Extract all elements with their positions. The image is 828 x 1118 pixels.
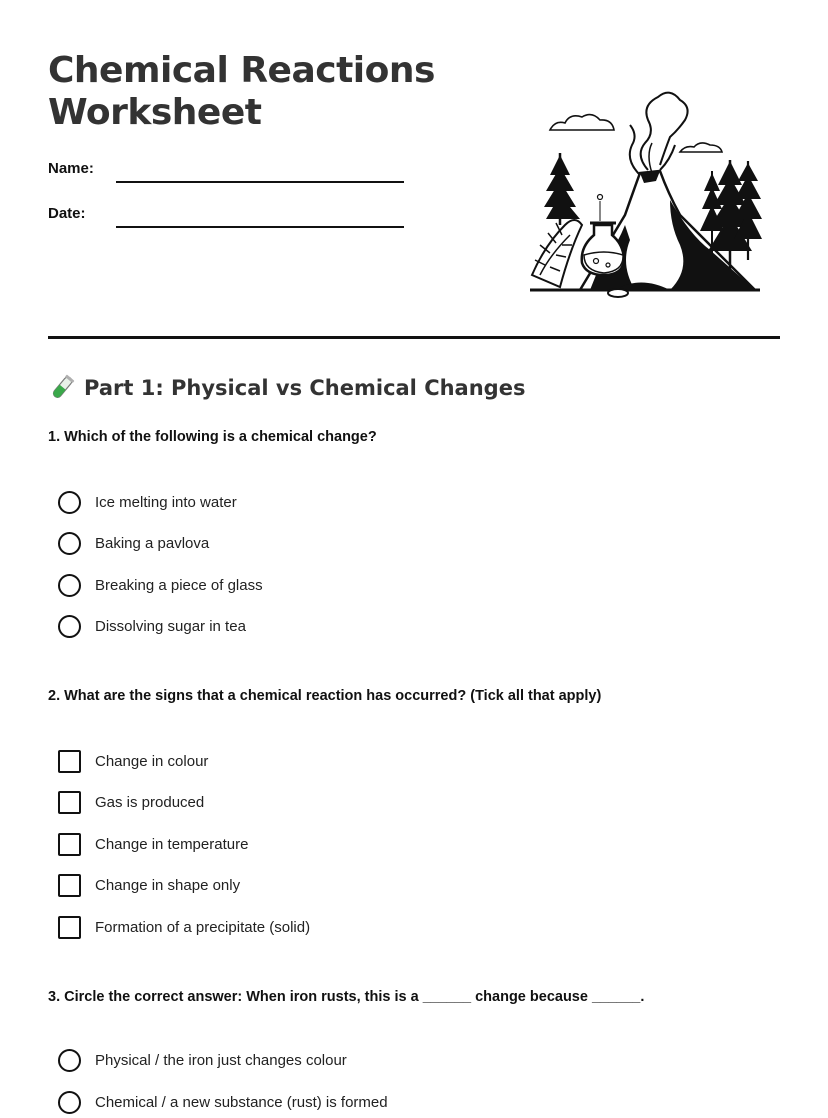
q2-option-3[interactable] [58, 832, 248, 856]
radio-button[interactable] [58, 615, 81, 638]
q1-option-1[interactable] [58, 490, 237, 514]
radio-button[interactable] [58, 1091, 81, 1114]
radio-button[interactable] [58, 574, 81, 597]
name-field[interactable] [116, 181, 404, 183]
option-label: Physical / the iron just changes colour [95, 1051, 347, 1069]
radio-button[interactable] [58, 532, 81, 555]
question-3: 3. Circle the correct answer: When iron rusts, this is a ______ change because ______. [48, 989, 645, 1005]
option-label: Ice melting into water [95, 493, 237, 511]
question-2: 2. What are the signs that a chemical reaction has occurred? (Tick all that apply) [48, 688, 602, 704]
title-line-1: Chemical Reactions [48, 50, 435, 91]
checkbox[interactable] [58, 791, 81, 814]
name-label: Name: [48, 160, 94, 177]
option-label: Change in colour [95, 752, 209, 770]
option-label: Dissolving sugar in tea [95, 617, 246, 635]
radio-button[interactable] [58, 491, 81, 514]
checkbox[interactable] [58, 833, 81, 856]
option-label: Chemical / a new substance (rust) is formed [95, 1093, 388, 1111]
q1-option-4[interactable] [58, 614, 246, 638]
title-line-2: Worksheet [48, 92, 262, 133]
volcano-illustration [520, 75, 770, 305]
q3-option-1[interactable] [58, 1048, 347, 1072]
radio-button[interactable] [58, 1049, 81, 1072]
page-title [48, 50, 468, 134]
q1-option-2[interactable] [58, 531, 209, 555]
option-label: Change in shape only [95, 876, 241, 894]
option-label: Change in temperature [95, 835, 249, 853]
q3-option-2[interactable] [58, 1090, 388, 1114]
question-1: 1. Which of the following is a chemical change? [48, 429, 377, 445]
option-label: Gas is produced [95, 793, 205, 811]
section-heading [48, 374, 525, 402]
checkbox[interactable] [58, 750, 81, 773]
option-label: Baking a pavlova [95, 534, 210, 552]
option-label: Formation of a precipitate (solid) [95, 918, 311, 936]
q1-option-3[interactable] [58, 573, 263, 597]
option-label: Breaking a piece of glass [95, 576, 263, 594]
test-tube-icon [48, 374, 76, 402]
checkbox[interactable] [58, 916, 81, 939]
date-field[interactable] [116, 226, 404, 228]
q2-option-4[interactable] [58, 873, 240, 897]
q2-option-1[interactable] [58, 749, 208, 773]
section-title: Part 1: Physical vs Chemical Changes [84, 376, 526, 400]
q2-option-5[interactable] [58, 915, 310, 939]
date-label: Date: [48, 205, 86, 222]
checkbox[interactable] [58, 874, 81, 897]
header-divider [48, 336, 780, 339]
q2-option-2[interactable] [58, 790, 204, 814]
